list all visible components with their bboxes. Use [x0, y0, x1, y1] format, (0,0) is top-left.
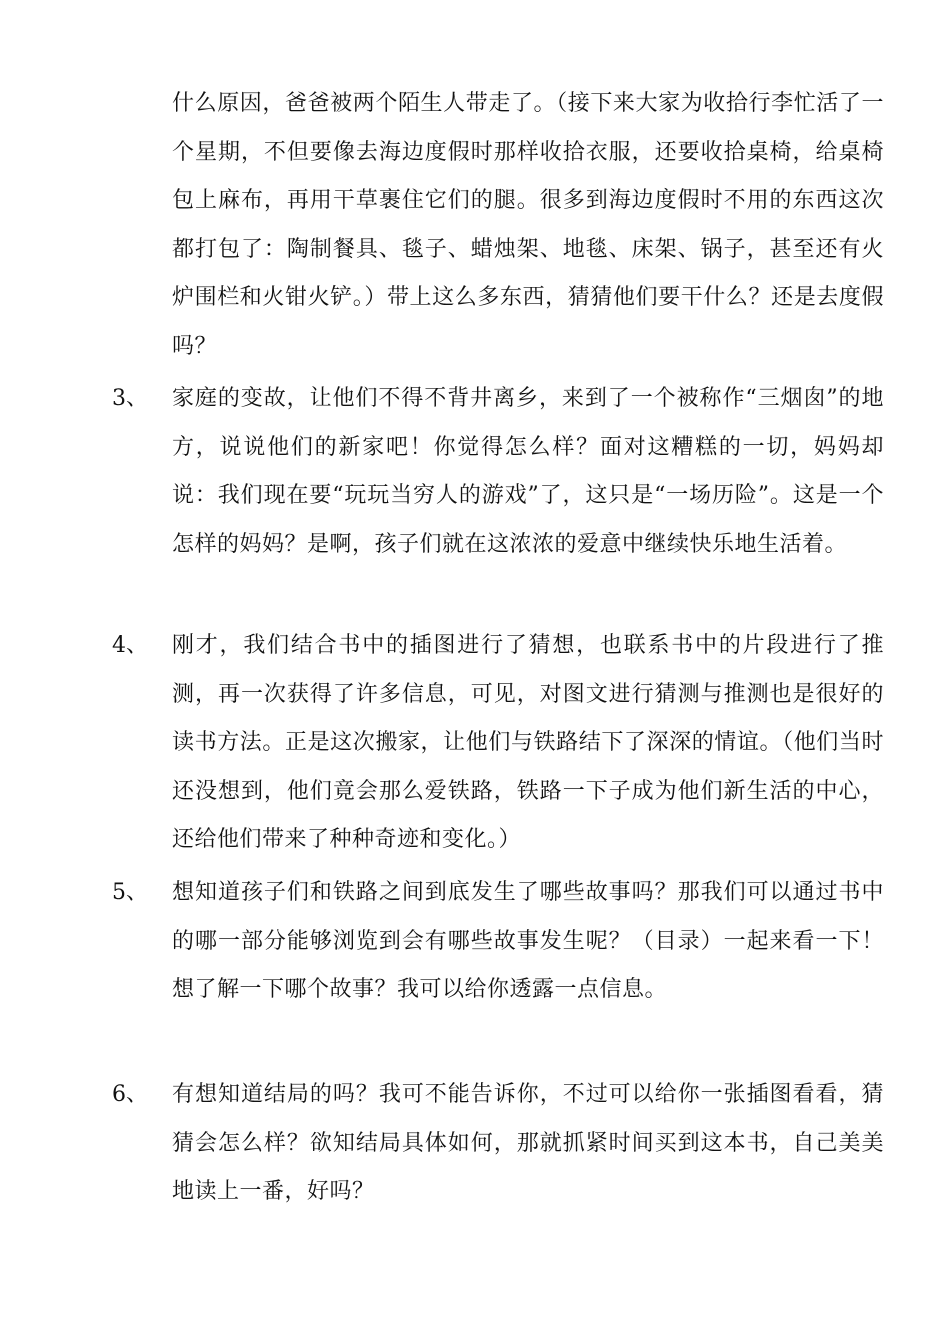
- list-number: 6、: [112, 1082, 148, 1107]
- list-number: 3、: [112, 386, 148, 411]
- paragraph-text: 想知道孩子们和铁路之间到底发生了哪些故事吗？那我们可以通过书中的哪一部分能够浏览到会有哪些故事发生呢？（目录）一起来看一下！想了解一下哪个故事？我可以给你透露一点信息。: [172, 880, 884, 1002]
- paragraph-text: 什么原因，爸爸被两个陌生人带走了。（接下来大家为收拾行李忙活了一个星期，不但要像去海边度假时那样收拾衣服，还要收拾桌椅，给桌椅包上麻布，再用干草裹住它们的腿。很多到海边度假时不用的东西这次都打包了：陶制餐具、毯子、蜡烛架、地毯、床架、锅子，甚至还有火炉围栏和火钳火铲。）带上这么多东西，猜猜他们要干什么？还是去度假吗？: [172, 91, 884, 359]
- paragraph-text: 家庭的变故，让他们不得不背井离乡，来到了一个被称作“三烟囱”的地方，说说他们的新家吧！你觉得怎么样？面对这糟糕的一切，妈妈却说：我们现在要“玩玩当穷人的游戏”了，这只是“一场历险”。这是一个怎样的妈妈？是啊，孩子们就在这浓浓的爱意中继续快乐地生活着。: [172, 386, 884, 557]
- list-number: 4、: [112, 633, 148, 658]
- list-item-4: [112, 622, 892, 865]
- list-number: 5、: [112, 880, 148, 905]
- list-item-5: [112, 869, 892, 1015]
- paragraph-text: 刚才，我们结合书中的插图进行了猜想，也联系书中的片段进行了推测，再一次获得了许多信息，可见，对图文进行猜测与推测也是很好的读书方法。正是这次搬家，让他们与铁路结下了深深的情谊。（他们当时还没想到，他们竟会那么爱铁路，铁路一下子成为他们新生活的中心，还给他们带来了种种奇迹和变化。）: [172, 633, 884, 852]
- paragraph-text: 有想知道结局的吗？我可不能告诉你，不过可以给你一张插图看看，猜猜会怎么样？欲知结局具体如何，那就抓紧时间买到这本书，自己美美地读上一番，好吗？: [172, 1082, 884, 1204]
- list-item-6: [112, 1071, 892, 1217]
- paragraph-continuation: [112, 80, 892, 371]
- list-item-3: [112, 375, 892, 569]
